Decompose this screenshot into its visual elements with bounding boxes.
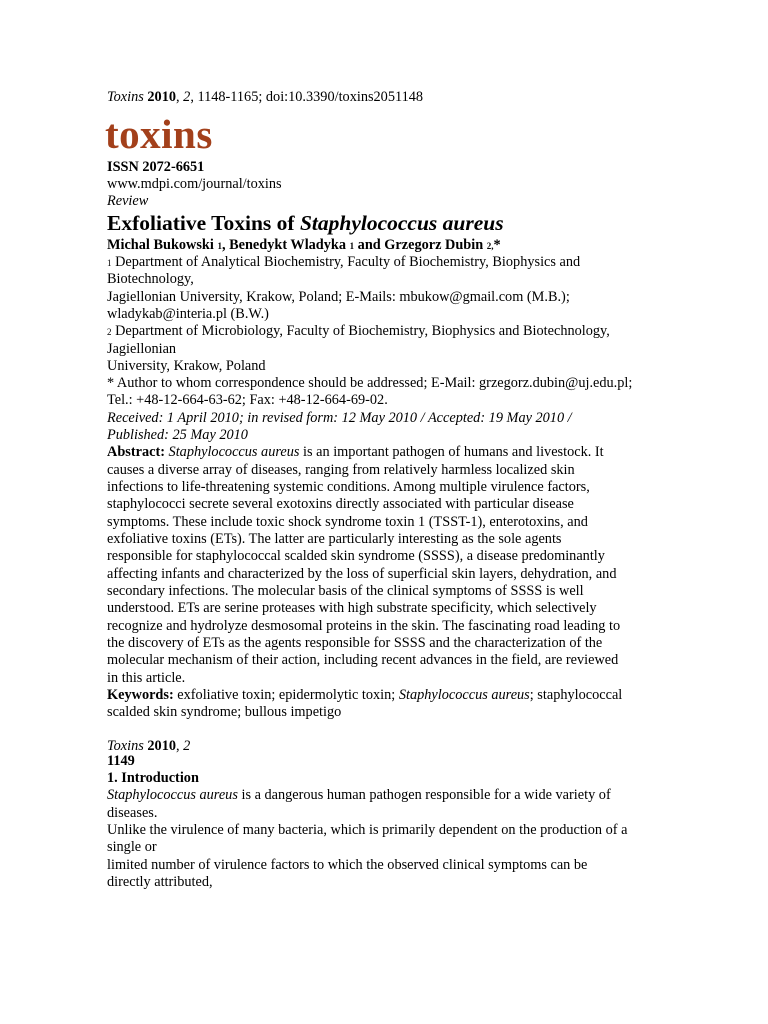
author-1: Michal Bukowski	[107, 237, 218, 253]
keywords-line-1: Keywords: exfoliative toxin; epidermolytic toxin; Staphylococcus aureus; staphylococcal	[107, 687, 623, 703]
intro-line-1: Staphylococcus aureus is a dangerous human pathogen responsible for a wide variety of	[107, 787, 611, 803]
abstract-line: recognize and hydrolyze desmosomal proteins in the skin. The fascinating road leading to	[107, 618, 621, 634]
abstract-line: causes a diverse array of diseases, ranging from relatively harmless localized skin	[107, 462, 575, 478]
affiliation-1-line-2: Biotechnology,	[107, 271, 194, 287]
abstract-line: symptoms. These include toxic shock syndrome toxin 1 (TSST-1), enterotoxins, and	[107, 514, 588, 530]
dates-line-2: Published: 25 May 2010	[107, 427, 248, 443]
abstract-label: Abstract:	[107, 444, 165, 460]
intro-line: Unlike the virulence of many bacteria, which is primarily dependent on the production of a	[107, 822, 628, 838]
keywords-line-2: scalded skin syndrome; bullous impetigo	[107, 704, 342, 720]
section-heading-introduction: 1. Introduction	[107, 770, 199, 786]
author-2: , Benedykt Wladyka	[221, 237, 350, 253]
abstract-line: staphylococci secrete several exotoxins directly associated with particular disease	[107, 496, 574, 512]
intro-line: single or	[107, 839, 157, 855]
journal-year: 2010	[147, 89, 176, 105]
journal-url[interactable]: www.mdpi.com/journal/toxins	[107, 176, 282, 192]
author-3: and Grzegorz Dubin	[354, 237, 487, 253]
page-number: 1149	[107, 753, 135, 769]
abstract-line: affecting infants and characterized by the loss of superficial skin layers, dehydration, and	[107, 566, 617, 582]
abstract-line: the discovery of ETs as the agents responsible for SSSS and the characterization of the	[107, 635, 603, 651]
abstract-line: secondary infections. The molecular basis of the clinical symptoms of SSSS is well	[107, 583, 584, 599]
abstract-line-1: Abstract: Staphylococcus aureus is an important pathogen of humans and livestock. It	[107, 444, 604, 460]
author-list	[107, 237, 501, 255]
affiliation-1-line-3: Jagiellonian University, Krakow, Poland; E-Mails: mbukow@gmail.com (M.B.);	[107, 289, 570, 305]
journal-pages-doi: , 1148-1165; doi:10.3390/toxins2051148	[190, 89, 424, 105]
abstract-line: in this article.	[107, 670, 186, 686]
article-title	[107, 210, 504, 236]
affiliation-1-line-1: 1 Department of Analytical Biochemistry, Faculty of Biochemistry, Biophysics and	[107, 254, 581, 270]
correspondence-line-2: Tel.: +48-12-664-63-62; Fax: +48-12-664-69-02.	[107, 392, 388, 408]
author-3-affil: 2,	[486, 241, 494, 251]
author-3-star: *	[493, 237, 501, 253]
journal-volume: 2	[183, 89, 191, 105]
affiliation-2-line-2: Jagiellonian	[107, 341, 177, 357]
abstract-line: responsible for staphylococcal scalded skin syndrome (SSSS), a disease predominantly	[107, 548, 605, 564]
affiliation-2-line-1: 2 Department of Microbiology, Faculty of Biochemistry, Biophysics and Biotechnology,	[107, 323, 610, 339]
affiliation-2-line-3: University, Krakow, Poland	[107, 358, 266, 374]
page-running-header: Toxins 2010, 2	[107, 738, 191, 754]
author-2-affil: 1	[349, 241, 355, 251]
journal-citation: Toxins 2010, 2, 1148-1165; doi:10.3390/toxins2051148	[107, 89, 424, 105]
affiliation-1-number: 1	[107, 258, 112, 268]
keywords-label: Keywords:	[107, 687, 174, 703]
correspondence-line-1: * Author to whom correspondence should be addressed; E-Mail: grzegorz.dubin@uj.edu.pl;	[107, 375, 633, 391]
affiliation-1-line-4: wladykab@interia.pl (B.W.)	[107, 306, 269, 322]
abstract-line: exfoliative toxins (ETs). The latter are particularly interesting as the sole agents	[107, 531, 562, 547]
title-prefix: Exfoliative Toxins of	[107, 211, 300, 235]
article-type: Review	[107, 193, 149, 209]
dates-line-1: Received: 1 April 2010; in revised form: 12 May 2010 / Accepted: 19 May 2010 /	[107, 410, 572, 426]
journal-name: Toxins	[107, 89, 144, 105]
title-species: Staphylococcus aureus	[299, 211, 504, 235]
author-1-affil: 1	[217, 241, 222, 251]
abstract-line: infections to life-threatening systemic conditions. Among multiple virulence factors,	[107, 479, 590, 495]
issn: ISSN 2072-6651	[107, 159, 205, 175]
journal-logo: toxins	[105, 111, 213, 157]
intro-line: directly attributed,	[107, 874, 213, 890]
abstract-line: understood. ETs are serine proteases with high substrate specificity, which selectively	[107, 600, 597, 616]
affiliation-2-number: 2	[107, 327, 112, 337]
intro-line: diseases.	[107, 805, 158, 821]
abstract-line: molecular mechanism of their action, including recent advances in the field, are reviewed	[107, 652, 619, 668]
intro-line: limited number of virulence factors to which the observed clinical symptoms can be	[107, 857, 588, 873]
